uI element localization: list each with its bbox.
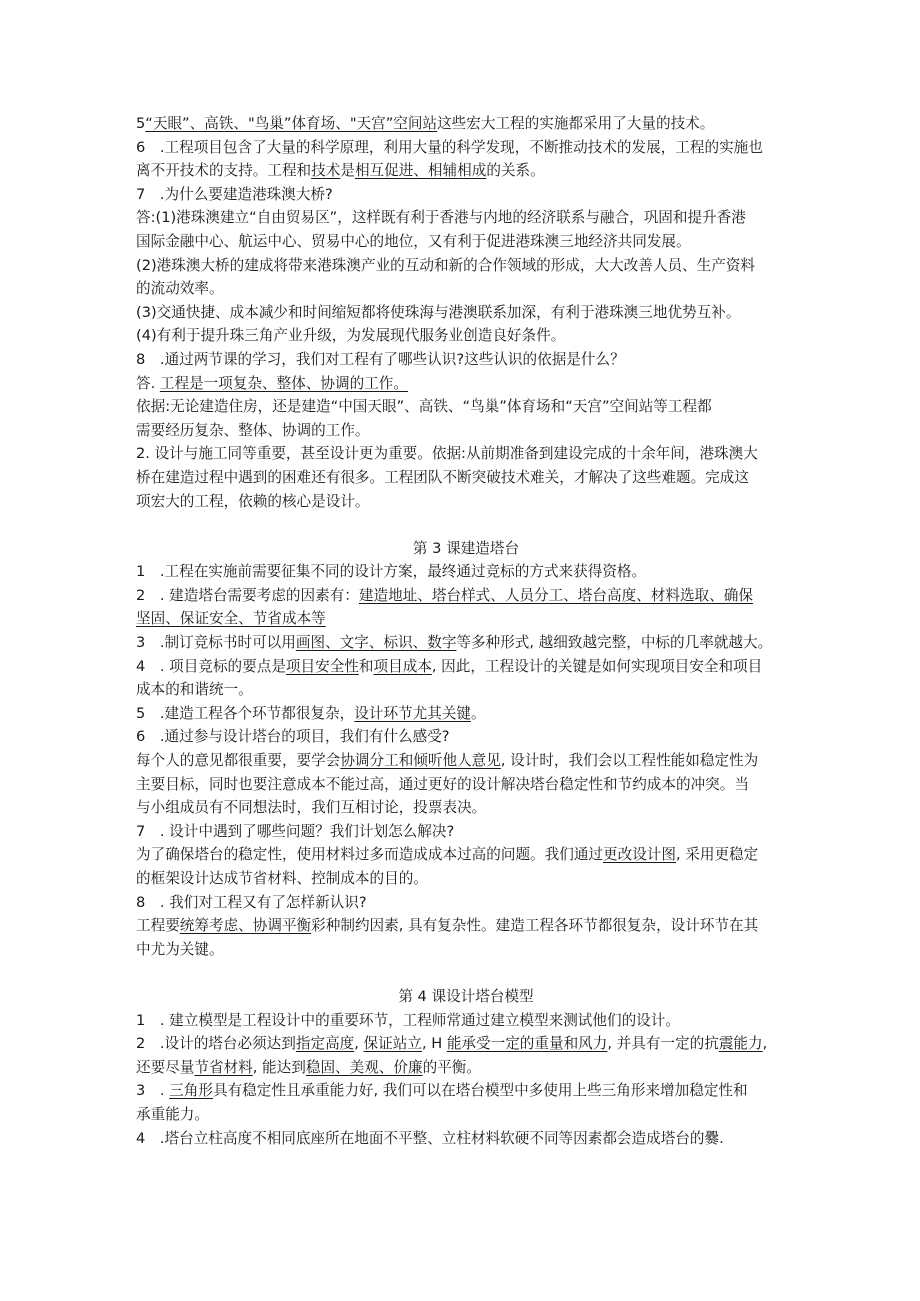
text-segment: 5 .建造工程各个环节都很复杂， [136,704,355,722]
text-line [136,324,796,348]
section-heading [136,537,796,561]
text-segment: 的框架设计达成节省材料、控制成本的目的。 [136,870,428,887]
text-line [136,891,796,915]
text-segment: 还要尽量 [136,1058,195,1076]
text-line [136,655,796,679]
text-segment: 的流动效率。 [136,280,224,298]
text-line [136,1032,796,1056]
text-segment: 6 .工程项目包含了大量的科学原理，利用大量的科学发现，不断推动技术的发展，工程的实施也 [136,138,763,156]
text-segment: (2)港珠澳大桥的建成将带来港珠澳产业的互动和新的合作领域的形成，大大改善人员、生产资料 [136,256,756,274]
text-segment: , H [421,1035,447,1053]
text-line [136,1009,796,1033]
text-segment: 5 [136,115,146,132]
text-line [136,254,796,278]
text-line [136,938,796,962]
text-line [136,584,796,608]
underlined-text: 震能力 [718,1035,763,1053]
text-line [136,1056,796,1080]
text-line [136,112,796,136]
text-segment: 。 [471,704,486,722]
text-segment: 这些宏大工程的实施都采用了大量的技术。 [437,115,715,132]
text-line [136,1103,796,1127]
text-line [136,843,796,867]
text-segment: 离不开技术的支持。工程和 [136,162,312,180]
text-line [136,725,796,749]
text-line [136,466,796,490]
text-line [136,372,796,396]
text-line [136,914,796,938]
text-segment: 工程要 [136,917,180,935]
text-line [136,206,796,230]
underlined-text: 相互促进、相辅相成 [354,162,487,180]
underlined-text: 协调分工和倾听他人意见 [340,752,501,770]
text-line [136,560,796,584]
text-segment: 1 .工程在实施前需要征集不同的设计方案，最终通过竞标的方式来获得资格。 [136,563,647,581]
text-segment: 和 [358,657,374,675]
text-segment: 依据:无论建造住房，还是建造“中国天眼”、高铁、“鸟巢”体育场和“天宫”空间站等工程都 [136,398,712,416]
text-line [136,395,796,419]
text-line [136,702,796,726]
text-segment: , [762,1035,768,1053]
text-segment: 3 .制订竞标书时可以用 [136,634,296,652]
text-segment: 答. [136,374,160,392]
text-segment: 第 4 课设计塔台模型 [398,987,534,1005]
text-segment: 2 . 建造塔台需要考虑的因素有： [136,586,359,604]
text-segment: 为了确保塔台的稳定性，使用材料过多而造成成本过高的问题。我们通过 [136,846,604,864]
text-segment: 的平衡。 [422,1058,481,1076]
text-line [136,867,796,891]
text-segment: (4)有利于提升珠三角产业升级，为发展现代服务业创造良好条件。 [136,327,566,345]
text-line [136,749,796,773]
underlined-text: 节省材料 [194,1058,253,1076]
text-segment: 8 .通过两节课的学习，我们对工程有了哪些认识?这些认识的依据是什么？ [136,350,625,368]
text-line [136,277,796,301]
text-line [136,301,796,325]
underlined-text: 工程是一项复杂、整体、协调的工作。 [159,374,408,392]
text-segment: 彩种制约因素, 具有复杂性。建造工程各环节都很复杂，设计环节在其 [311,917,759,935]
text-line [136,348,796,372]
text-segment: 中尤为关键。 [136,940,224,958]
text-line [136,442,796,466]
text-segment: 桥在建造过程中遇到的困难还有很多。工程团队不断突破技术难关，才解决了这些难题。完成这 [136,468,749,486]
text-segment: 第 3 课建造塔台 [412,539,520,557]
text-segment: 具有稳定性且承重能力好, 我们可以在塔台模型中多使用上些三角形来增加稳定性和 [212,1082,748,1100]
text-segment: 3 . [136,1082,170,1100]
underlined-text: 指定高度 [295,1035,355,1053]
text-segment: 成本的和谐统一。 [136,681,253,699]
underlined-text: “天眼”、高铁、"鸟巢”体育场、"天宫”空间站 [145,115,438,132]
text-segment: 每个人的意见都很重要，要学会 [136,752,341,770]
underlined-text: 坚固、保证安全、节省成本等 [136,610,326,628]
text-segment: 2. 设计与施工同等重要，甚至设计更为重要。依据:从前期准备到建设完成的十余年间，港珠澳大 [136,445,758,463]
underlined-text: 能承受一定的重量和风力 [446,1035,608,1053]
text-line [136,607,796,631]
text-line [136,1127,796,1151]
text-segment: , 因此，工程设计的关键是如何实现项目安全和项目 [431,657,763,675]
section-heading [136,985,796,1009]
text-line [136,796,796,820]
text-segment: 6 .通过参与设计塔台的项目，我们有什么感受? [136,728,450,746]
text-segment: , 设计时，我们会以工程性能如稳定性为 [500,752,759,770]
text-segment: 4 .塔台立柱高度不相同底座所在地面不平整、立柱材料软硬不同等因素都会造成塔台的爨. [136,1129,724,1147]
text-segment: 主要目标，同时也要注意成本不能过高，通过更好的设计解决塔台稳定性和节约成本的冲突。当 [136,775,749,793]
text-segment: , 能达到 [252,1058,306,1076]
text-line [136,490,796,514]
text-segment: , 采用更稳定 [676,846,759,864]
text-segment: 等多种形式, 越细致越完整，中标的几率就越大。 [456,634,773,652]
text-segment: 7 . 设计中遇到了哪些问题？我们计划怎么解决? [136,822,455,840]
text-segment: 国际金融中心、航运中心、贸易中心的地位，又有利于促进港珠澳三地经济共同发展。 [136,232,691,250]
text-segment: 的关系。 [486,162,545,180]
text-segment: , 并具有一定的抗 [607,1035,719,1053]
text-line [136,1079,796,1103]
text-line [136,159,796,183]
text-segment: 是 [340,162,355,180]
text-segment: 需要经历复杂、整体、协调的工作。 [136,421,370,439]
text-segment: 答:(1)港珠澳建立“自由贸易区”，这样既有利于香港与内地的经济联系与融合，巩固和提升香港 [136,209,746,227]
text-segment: 8 . 我们对工程又有了怎样新认识? [136,893,367,911]
text-segment: 与小组成员有不同想法时，我们互相讨论，投票表决。 [136,799,487,817]
underlined-text: 画图、文字、标识、数字 [295,634,457,652]
text-line [136,419,796,443]
text-line [136,678,796,702]
underlined-text: 更改设计图 [603,846,676,864]
text-line [136,183,796,207]
underlined-text: 项目成本 [373,657,432,675]
text-segment: 2 .设计的塔台必须达到 [136,1035,296,1053]
text-line [136,230,796,254]
text-line [136,136,796,160]
underlined-text: 项目安全性 [285,657,359,675]
document-page [136,112,796,1150]
text-segment: 项宏大的工程，依赖的核心是设计。 [136,492,370,510]
underlined-text: 技术 [311,162,341,180]
underlined-text: 稳固、美观、价廉 [305,1058,423,1076]
text-segment: 4 . 项目竞标的要点是 [136,657,286,675]
text-line [136,631,796,655]
underlined-text: 保证站立 [363,1035,422,1053]
text-segment: 7 .为什么要建造港珠澳大桥? [136,185,333,203]
underlined-text: 设计环节尤其关键 [354,704,472,722]
underlined-text: 建造地址、塔台样式、人员分工、塔台高度、材料选取、确保 [358,586,753,604]
text-line [136,773,796,797]
text-segment: 承重能力。 [136,1105,209,1123]
underlined-text: 统筹考虑、协调平衡 [179,917,312,935]
text-segment: 1 . 建立模型是工程设计中的重要环节，工程师常通过建立模型来测试他们的设计。 [136,1011,680,1029]
text-line [136,820,796,844]
underlined-text: 三角形 [169,1082,213,1100]
text-segment: , [354,1035,364,1053]
text-segment: (3)交通快捷、成本减少和时间缩短都将使珠海与港澳联系加深，有利于港珠澳三地优势互补。 [136,303,741,321]
